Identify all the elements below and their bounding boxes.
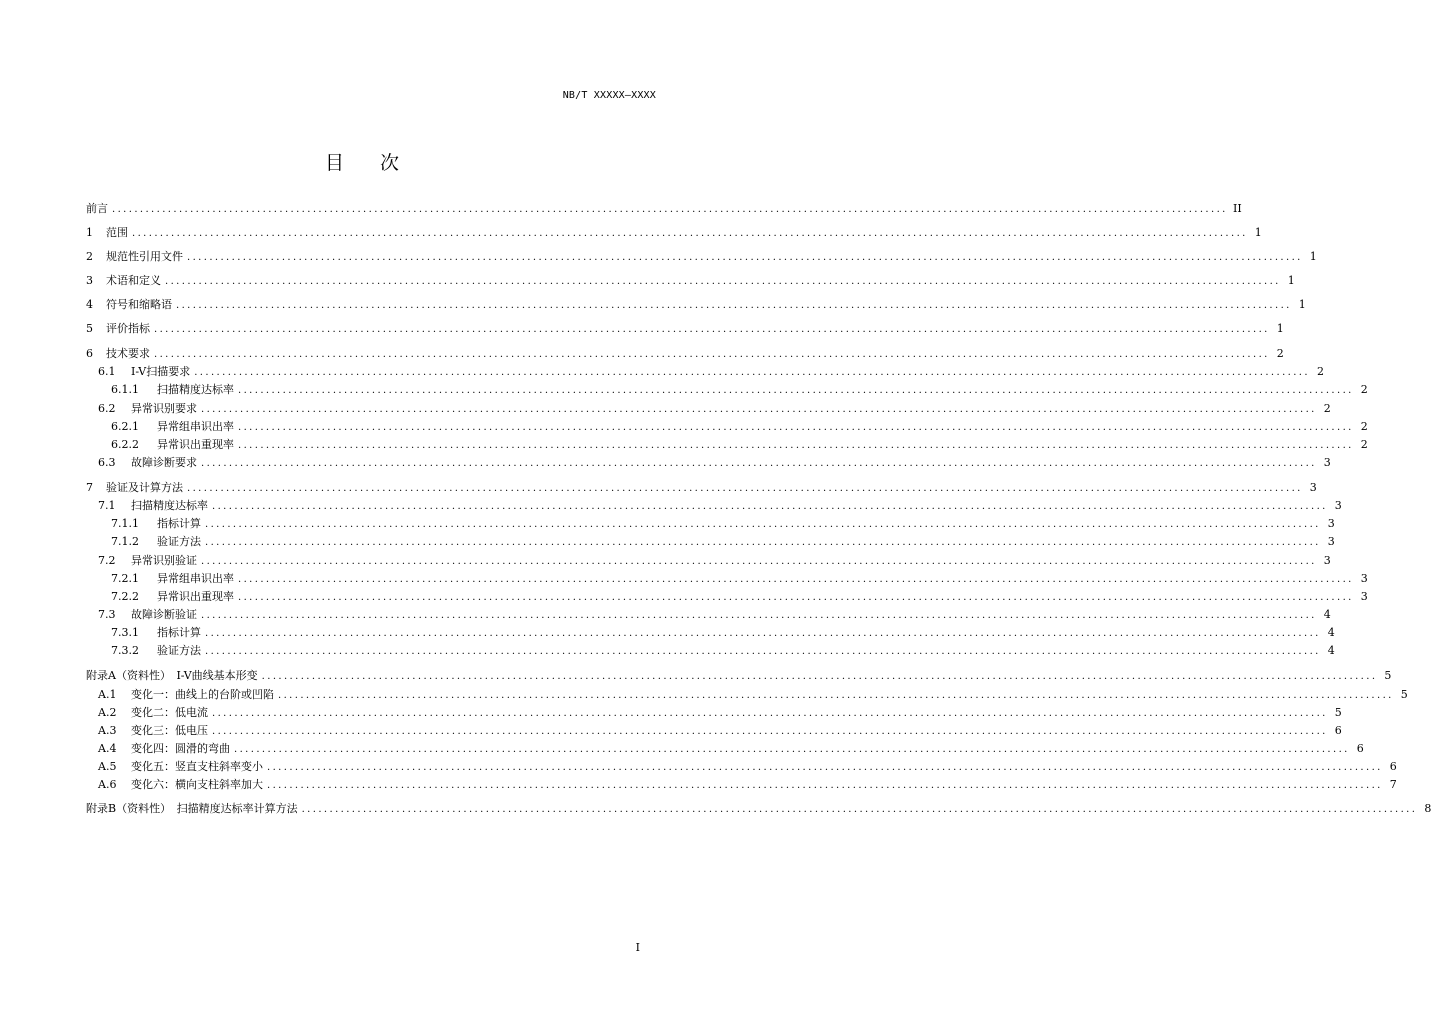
- toc-leader-dots: ........................................................................................................................................................................................................: [176, 300, 1292, 311]
- toc-entry[interactable]: [111, 571, 1368, 587]
- toc-entry-page: 5: [1400, 688, 1408, 701]
- toc-leader-dots: ........................................................................................................................................................................................................: [132, 228, 1248, 239]
- toc-entry-page: 1: [1309, 250, 1317, 263]
- toc-entry-number: 4: [86, 298, 93, 311]
- toc-entry-number: 6.1.1: [111, 383, 139, 396]
- toc-entry-label: 异常组串识出率: [157, 572, 234, 585]
- toc-entry-label: 变化三：低电压: [131, 724, 208, 737]
- toc-entry-page: 2: [1323, 402, 1331, 415]
- toc-leader-dots: ........................................................................................................................................................................................................: [238, 385, 1354, 396]
- toc-leader-dots: ........................................................................................................................................................................................................: [238, 574, 1354, 585]
- toc-leader-dots: ........................................................................................................................................................................................................: [154, 349, 1270, 360]
- toc-entry-number: 7.1: [98, 499, 116, 512]
- toc-entry-page: II: [1233, 202, 1242, 215]
- toc-entry[interactable]: [98, 741, 1364, 757]
- toc-entry[interactable]: [86, 273, 1295, 289]
- toc-entry[interactable]: [98, 364, 1324, 380]
- toc-entry-label: 变化六：横向支柱斜率加大: [131, 778, 263, 791]
- toc-leader-dots: ........................................................................................................................................................................................................: [278, 690, 1394, 701]
- toc-entry-page: 2: [1360, 438, 1368, 451]
- toc-entry[interactable]: [111, 419, 1368, 435]
- toc-entry-number: 6.3: [98, 456, 116, 469]
- toc-entry-label: 故障诊断验证: [131, 608, 197, 621]
- toc-entry[interactable]: [98, 455, 1331, 471]
- toc-leader-dots: ........................................................................................................................................................................................................: [201, 556, 1317, 567]
- toc-leader-dots: ........................................................................................................................................................................................................: [165, 276, 1281, 287]
- toc-entry[interactable]: [111, 625, 1335, 641]
- toc-leader-dots: ........................................................................................................................................................................................................: [187, 252, 1303, 263]
- toc-entry-page: 3: [1334, 499, 1342, 512]
- toc-entry-label: 附录A（资料性） I-V曲线基本形变: [86, 669, 258, 682]
- document-code: NB/T XXXXX—XXXX: [562, 90, 656, 101]
- toc-entry[interactable]: [98, 607, 1331, 623]
- toc-leader-dots: ........................................................................................................................................................................................................: [187, 483, 1303, 494]
- toc-entry-number: 6.1: [98, 365, 116, 378]
- toc-leader-dots: ........................................................................................................................................................................................................: [205, 519, 1321, 530]
- toc-leader-dots: ........................................................................................................................................................................................................: [238, 440, 1354, 451]
- toc-entry-page: 5: [1334, 706, 1342, 719]
- toc-leader-dots: ........................................................................................................................................................................................................: [194, 367, 1310, 378]
- toc-leader-dots: ........................................................................................................................................................................................................: [205, 537, 1321, 548]
- toc-entry-number: 1: [86, 226, 93, 239]
- toc-entry-label: 变化一：曲线上的台阶或凹陷: [131, 688, 274, 701]
- toc-entry-number: 7.3: [98, 608, 116, 621]
- toc-entry-page: 3: [1327, 535, 1335, 548]
- toc-entry-number: 6: [86, 347, 93, 360]
- toc-entry-label: 故障诊断要求: [131, 456, 197, 469]
- toc-leader-dots: ........................................................................................................................................................................................................: [201, 458, 1317, 469]
- toc-entry-label: I-V扫描要求: [131, 365, 191, 378]
- toc-entry-label: 变化四：圆滑的弯曲: [131, 742, 230, 755]
- toc-entry-number: 7.2.1: [111, 572, 139, 585]
- toc-entry-page: 2: [1360, 383, 1368, 396]
- toc-entry-label: 范围: [106, 226, 128, 239]
- toc-leader-dots: ........................................................................................................................................................................................................: [201, 404, 1317, 415]
- toc-leader-dots: ........................................................................................................................................................................................................: [112, 204, 1228, 215]
- toc-entry[interactable]: [98, 401, 1331, 417]
- toc-leader-dots: ........................................................................................................................................................................................................: [205, 646, 1321, 657]
- toc-entry-page: 4: [1327, 644, 1335, 657]
- toc-entry[interactable]: [111, 643, 1335, 659]
- toc-entry-label: 指标计算: [157, 626, 201, 639]
- toc-entry-number: 7.3.2: [111, 644, 139, 657]
- toc-entry-number: 7.1.2: [111, 535, 139, 548]
- toc-entry-page: 3: [1309, 481, 1317, 494]
- toc-entry-number: 2: [86, 250, 93, 263]
- toc-leader-dots: ........................................................................................................................................................................................................: [234, 744, 1350, 755]
- toc-entry[interactable]: [111, 516, 1335, 532]
- toc-leader-dots: ........................................................................................................................................................................................................: [212, 726, 1328, 737]
- toc-entry-page: 3: [1323, 554, 1331, 567]
- toc-entry-page: 6: [1356, 742, 1364, 755]
- page-number: I: [635, 941, 640, 954]
- toc-entry-number: 6.2.2: [111, 438, 139, 451]
- toc-entry-label: 变化二：低电流: [131, 706, 208, 719]
- toc-entry[interactable]: [98, 777, 1397, 793]
- toc-leader-dots: ........................................................................................................................................................................................................: [267, 762, 1383, 773]
- toc-entry-page: 5: [1384, 669, 1392, 682]
- toc-leader-dots: ........................................................................................................................................................................................................: [238, 592, 1354, 603]
- toc-leader-dots: ........................................................................................................................................................................................................: [154, 324, 1270, 335]
- toc-entry-page: 2: [1316, 365, 1324, 378]
- toc-entry[interactable]: [86, 297, 1306, 313]
- toc-leader-dots: ........................................................................................................................................................................................................: [201, 610, 1317, 621]
- toc-entry-label: 技术要求: [106, 347, 150, 360]
- toc-leader-dots: ........................................................................................................................................................................................................: [212, 501, 1328, 512]
- toc-entry-number: 7: [86, 481, 93, 494]
- toc-entry-page: 1: [1287, 274, 1295, 287]
- toc-entry-number: A.6: [98, 778, 117, 791]
- toc-entry-number: 7.2.2: [111, 590, 139, 603]
- toc-entry-number: A.3: [98, 724, 117, 737]
- toc-leader-dots: ........................................................................................................................................................................................................: [301, 804, 1418, 815]
- toc-entry-label: 扫描精度达标率: [157, 383, 234, 396]
- toc-entry-label: 验证及计算方法: [106, 481, 183, 494]
- toc-entry-page: 6: [1334, 724, 1342, 737]
- toc-entry-page: 3: [1323, 456, 1331, 469]
- toc-entry-label: 异常识出重现率: [157, 438, 234, 451]
- toc-entry-page: 1: [1254, 226, 1262, 239]
- toc-entry-number: A.5: [98, 760, 117, 773]
- toc-entry-number: 6.2: [98, 402, 116, 415]
- toc-entry-label: 扫描精度达标率: [131, 499, 208, 512]
- toc-entry-page: 1: [1276, 322, 1284, 335]
- toc-entry[interactable]: [111, 589, 1368, 605]
- toc-entry-page: 6: [1389, 760, 1397, 773]
- toc-entry[interactable]: [86, 668, 1392, 684]
- toc-entry-number: A.4: [98, 742, 117, 755]
- toc-entry-label: 验证方法: [157, 644, 201, 657]
- toc-entry[interactable]: [98, 723, 1342, 739]
- toc-entry-page: 2: [1360, 420, 1368, 433]
- toc-entry-page: 1: [1298, 298, 1306, 311]
- toc-entry-number: 3: [86, 274, 93, 287]
- toc-entry-number: 7.1.1: [111, 517, 139, 530]
- toc-entry[interactable]: [98, 705, 1342, 721]
- toc-entry[interactable]: [98, 759, 1397, 775]
- toc-entry[interactable]: [111, 534, 1335, 550]
- toc-entry-page: 8: [1424, 802, 1431, 815]
- toc-entry-number: 7.3.1: [111, 626, 139, 639]
- toc-entry[interactable]: [86, 801, 1431, 817]
- toc-entry-number: A.1: [98, 688, 117, 701]
- toc-entry-page: 7: [1389, 778, 1397, 791]
- toc-entry-page: 4: [1323, 608, 1331, 621]
- toc-entry[interactable]: [98, 553, 1331, 569]
- toc-entry[interactable]: [86, 249, 1317, 265]
- toc-entry[interactable]: [86, 225, 1262, 241]
- toc-entry-page: 3: [1360, 572, 1368, 585]
- toc-entry-page: 4: [1327, 626, 1335, 639]
- toc-entry-label: 规范性引用文件: [106, 250, 183, 263]
- toc-entry-number: 7.2: [98, 554, 116, 567]
- toc-entry-label: 变化五：竖直支柱斜率变小: [131, 760, 263, 773]
- toc-entry-label: 异常识别要求: [131, 402, 197, 415]
- toc-entry-label: 符号和缩略语: [106, 298, 172, 311]
- toc-entry[interactable]: [98, 687, 1408, 703]
- toc-entry[interactable]: [86, 346, 1284, 362]
- toc-entry-label: 异常识别验证: [131, 554, 197, 567]
- toc-entry-label: 指标计算: [157, 517, 201, 530]
- toc-leader-dots: ........................................................................................................................................................................................................: [267, 780, 1383, 791]
- toc-entry-label: 异常识出重现率: [157, 590, 234, 603]
- toc-entry-label: 验证方法: [157, 535, 201, 548]
- toc-entry-number: 6.2.1: [111, 420, 139, 433]
- toc-entry-page: 3: [1360, 590, 1368, 603]
- toc-entry[interactable]: [86, 321, 1284, 337]
- toc-entry-page: 3: [1327, 517, 1335, 530]
- toc-entry[interactable]: [86, 480, 1317, 496]
- toc-entry[interactable]: [86, 201, 1242, 217]
- toc-entry-number: A.2: [98, 706, 117, 719]
- toc-entry-label: 异常组串识出率: [157, 420, 234, 433]
- toc-entry[interactable]: [98, 498, 1342, 514]
- toc-entry[interactable]: [111, 382, 1368, 398]
- toc-leader-dots: ........................................................................................................................................................................................................: [205, 628, 1321, 639]
- toc-entry-label: 评价指标: [106, 322, 150, 335]
- toc-entry-label: 前言: [86, 202, 108, 215]
- toc-entry-number: 5: [86, 322, 93, 335]
- toc-leader-dots: ........................................................................................................................................................................................................: [238, 422, 1354, 433]
- toc-entry-label: 附录B（资料性） 扫描精度达标率计算方法: [86, 802, 298, 815]
- toc-entry[interactable]: [111, 437, 1368, 453]
- toc-entry-page: 2: [1276, 347, 1284, 360]
- toc-leader-dots: ........................................................................................................................................................................................................: [261, 671, 1378, 682]
- toc-leader-dots: ........................................................................................................................................................................................................: [212, 708, 1328, 719]
- toc-title: 目次: [324, 152, 435, 174]
- toc-entry-label: 术语和定义: [106, 274, 161, 287]
